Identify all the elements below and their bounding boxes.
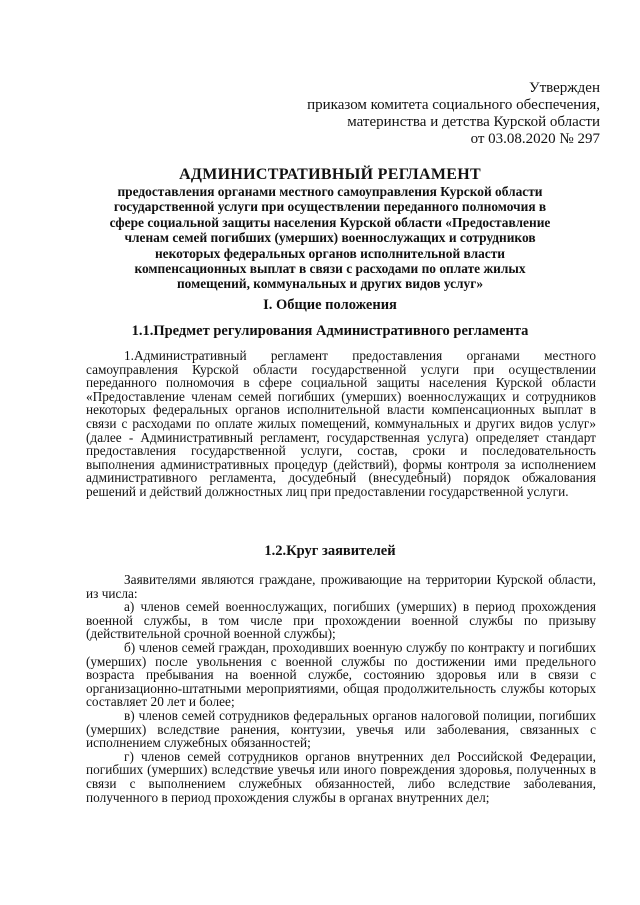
document-title: АДМИНИСТРАТИВНЫЙ РЕГЛАМЕНТ (179, 166, 481, 183)
list-item-v: в) членов семей сотрудников федеральных органов налоговой полиции, погибших (умерших) вследствие ранения, контузии, увечья или заболевания, связанных с исполнением служебных обязанностей; (86, 707, 596, 751)
subtitle-line: сфере социальной защиты населения Курской области «Предоставление (109, 214, 551, 230)
paragraph-1: 1.Административный регламент предоставления органами местного самоуправления Курской области государственной услуги при осуществлении переданного полномочия в сфере социальной защиты населения Курской области «Предоставление членам семей погибших (умерших) военнослужащих и сотрудников некоторых федеральных органов исполнительной власти компенсационных выплат в связи с расходами по оплате жилых помещений, коммунальных и других видов услуг» (далее - Административный регламент, государственная услуга) определяет стандарт предоставления государственной услуги, состав, сроки и последовательность выполнения административных процедур (действий), формы контроля за исполнением административного регламента, досудебный (внесудебный) порядок обжалования решений и действий должностных лиц при предоставлении государственной услуги. (86, 348, 596, 499)
approval-line-4: от 03.08.2020 № 297 (470, 131, 600, 147)
approval-line-3: материнства и детства Курской области (347, 114, 600, 130)
applicants-intro: Заявителями являются граждане, проживающие на территории Курской области, из числа: (86, 572, 596, 601)
approval-stamp (307, 80, 600, 148)
list-item-a: а) членов семей военнослужащих, погибших (умерших) в период прохождения военной службы, в том числе при прохождении военной службы по призыву (действительной срочной военной службы); (86, 599, 596, 642)
approval-line-1: Утвержден (528, 80, 600, 96)
subtitle-line: компенсационных выплат в связи с расходами по оплате жилых (134, 261, 526, 277)
subtitle-line: государственной услуги при осуществлении переданного полномочия в (113, 199, 547, 215)
section-heading-subject: 1.1.Предмет регулирования Административного регламента (131, 323, 529, 339)
list-item-b: б) членов семей граждан, проходивших военную службу по контракту и погибших (умерших) после увольнения с военной службы по достижении ими предельного возраста пребывания на военной службе, состоянию здоровья или в связи с организационно-штатными мероприятиями, общая продолжительность службы которых составляет 20 лет и более; (86, 639, 596, 710)
applicants-list (86, 573, 596, 804)
document-subtitle (70, 184, 590, 292)
subtitle-line: членам семей погибших (умерших) военнослужащих и сотрудников (124, 230, 536, 246)
list-item-g: г) членов семей сотрудников органов внутренних дел Российской Федерации, погибших (умерших) вследствие увечья или иного повреждения здоровья, полученных в связи с выполнением служебных обязанностей, либо вследствие заболевания, полученного в период прохождения службы в органах внутренних дел; (86, 748, 596, 805)
section-heading-applicants: 1.2.Круг заявителей (264, 543, 396, 559)
subtitle-line: помещений, коммунальных и других видов услуг» (176, 276, 484, 292)
subtitle-line: некоторых федеральных органов исполнительной власти (154, 245, 506, 261)
approval-line-2: приказом комитета социального обеспечения, (307, 97, 600, 113)
section-heading-general: I. Общие положения (263, 297, 397, 313)
subtitle-line: предоставления органами местного самоуправления Курской области (117, 184, 543, 199)
